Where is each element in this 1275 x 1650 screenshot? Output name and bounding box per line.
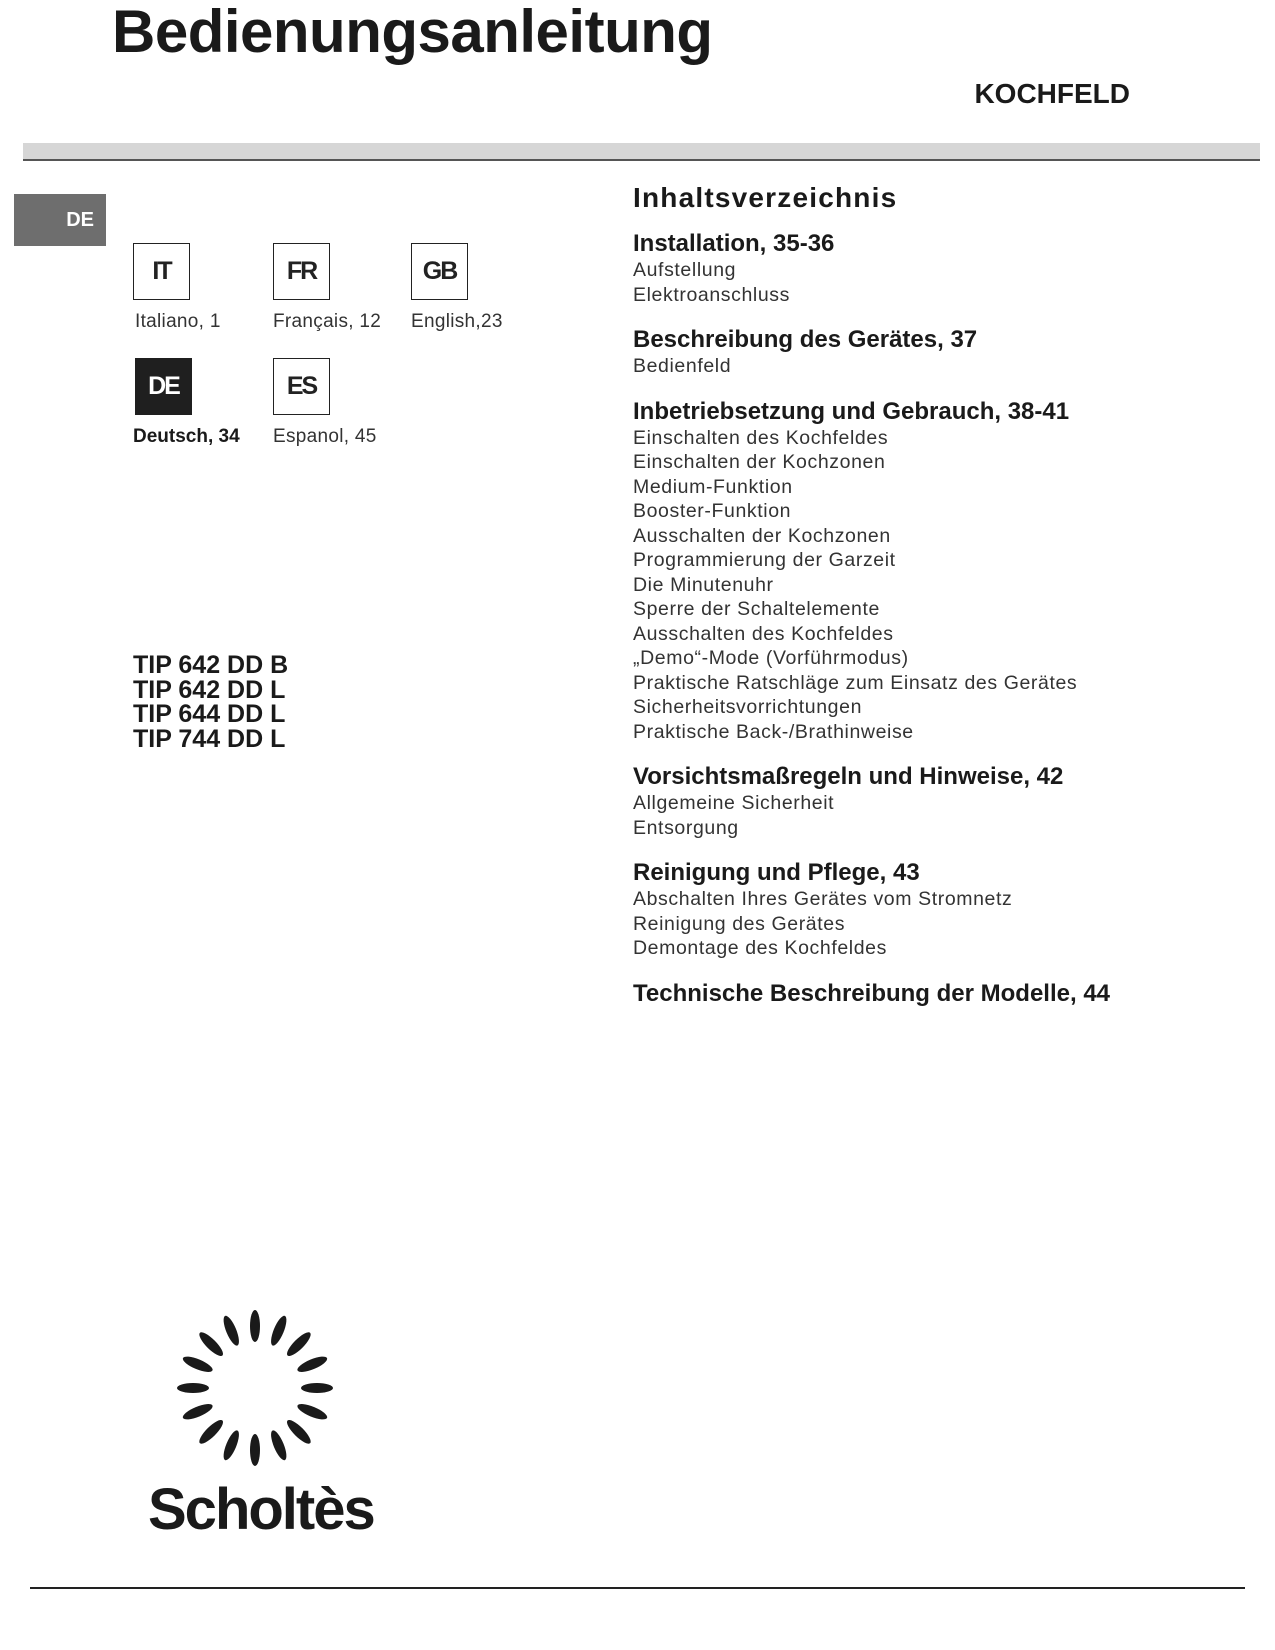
model-list	[133, 653, 288, 751]
toc-item[interactable]: Abschalten Ihres Gerätes vom Stromnetz	[633, 888, 1013, 910]
language-box-es[interactable]: ES	[273, 358, 330, 415]
language-label-gb[interactable]: English,23	[411, 311, 503, 332]
toc-item[interactable]: Praktische Ratschläge zum Einsatz des Gerätes	[633, 671, 1078, 694]
toc-item[interactable]: Bedienfeld	[633, 355, 732, 377]
toc-heading[interactable]: Installation, 35-36	[633, 230, 835, 257]
language-label-de[interactable]: Deutsch, 34	[133, 426, 240, 447]
sun-ray	[181, 1401, 214, 1422]
table-of-contents	[633, 182, 1233, 1027]
toc-item[interactable]: Aufstellung	[633, 259, 737, 281]
toc-item[interactable]: Booster-Funktion	[633, 500, 792, 522]
language-box-it[interactable]: IT	[133, 243, 190, 300]
toc-heading[interactable]: Technische Beschreibung der Modelle, 44	[633, 979, 1111, 1007]
toc-item[interactable]: Einschalten des Kochfeldes	[633, 426, 889, 449]
toc-heading[interactable]: Beschreibung des Gerätes, 37	[633, 326, 978, 353]
toc-item[interactable]: Praktische Back-/Brathinweise	[633, 720, 914, 743]
toc-item[interactable]: Sicherheitsvorrichtungen	[633, 696, 863, 718]
sun-ray	[268, 1429, 289, 1462]
toc-title: Inhaltsverzeichnis	[633, 182, 898, 213]
toc-section-precautions	[633, 763, 1233, 840]
toc-item[interactable]: „Demo“-Mode (Vorführmodus)	[633, 647, 909, 669]
header-divider-band	[23, 143, 1260, 161]
toc-heading[interactable]: Inbetriebsetzung und Gebrauch, 38-41	[633, 397, 1070, 425]
sun-ray	[296, 1354, 329, 1375]
toc-item[interactable]: Sperre der Schaltelemente	[633, 598, 880, 620]
footer-rule	[30, 1587, 1245, 1589]
toc-item[interactable]: Allgemeine Sicherheit	[633, 792, 835, 814]
toc-heading[interactable]: Vorsichtsmaßregeln und Hinweise, 42	[633, 763, 1064, 790]
sun-ray	[221, 1314, 242, 1347]
toc-item[interactable]: Medium-Funktion	[633, 475, 793, 498]
model-name: TIP 644 DD L	[133, 700, 286, 728]
sun-ray	[250, 1434, 260, 1466]
brand-wordmark	[140, 1477, 380, 1541]
toc-section-operation	[633, 398, 1233, 745]
document-subtitle: KOCHFELD	[974, 78, 1130, 109]
document-title: Bedienungsanleitung	[112, 0, 713, 65]
toc-section-description	[633, 326, 1233, 379]
toc-item[interactable]: Demontage des Kochfeldes	[633, 937, 887, 959]
language-tab: DE	[14, 194, 106, 246]
sun-ray	[250, 1310, 260, 1342]
toc-heading[interactable]: Reinigung und Pflege, 43	[633, 859, 920, 886]
toc-item[interactable]: Die Minutenuhr	[633, 573, 774, 596]
language-label-es[interactable]: Espanol, 45	[273, 426, 377, 447]
toc-item[interactable]: Reinigung des Gerätes	[633, 912, 846, 935]
sun-ray	[196, 1329, 226, 1359]
sun-ray	[268, 1314, 289, 1347]
sun-ray	[196, 1417, 226, 1447]
toc-item[interactable]: Programmierung der Garzeit	[633, 549, 896, 571]
toc-item[interactable]: Elektroanschluss	[633, 283, 791, 306]
model-name: TIP 744 DD L	[133, 724, 286, 753]
toc-item[interactable]: Einschalten der Kochzonen	[633, 451, 886, 473]
toc-item[interactable]: Ausschalten des Kochfeldes	[633, 622, 894, 645]
sun-burst-logo-icon	[170, 1303, 340, 1473]
model-name: TIP 642 DD L	[133, 675, 286, 704]
sun-ray	[296, 1401, 329, 1422]
sun-ray	[301, 1383, 333, 1393]
sun-ray	[221, 1429, 242, 1462]
sun-ray	[284, 1417, 314, 1447]
toc-section-technical	[633, 980, 1233, 1008]
toc-item[interactable]: Ausschalten der Kochzonen	[633, 524, 891, 547]
language-box-fr[interactable]: FR	[273, 243, 330, 300]
toc-section-installation	[633, 230, 1233, 307]
sun-ray	[181, 1354, 214, 1375]
sun-ray	[284, 1329, 314, 1359]
sun-ray	[177, 1383, 209, 1393]
language-box-gb[interactable]: GB	[411, 243, 468, 300]
language-box-de[interactable]: DE	[135, 358, 192, 415]
model-name: TIP 642 DD B	[133, 651, 289, 679]
toc-section-cleaning	[633, 859, 1233, 961]
brand-logo	[140, 1303, 380, 1541]
toc-item[interactable]: Entsorgung	[633, 816, 739, 839]
language-label-fr[interactable]: Français, 12	[273, 311, 382, 332]
brand-name: Scholtès	[148, 1477, 374, 1541]
language-label-it[interactable]: Italiano, 1	[135, 311, 221, 332]
